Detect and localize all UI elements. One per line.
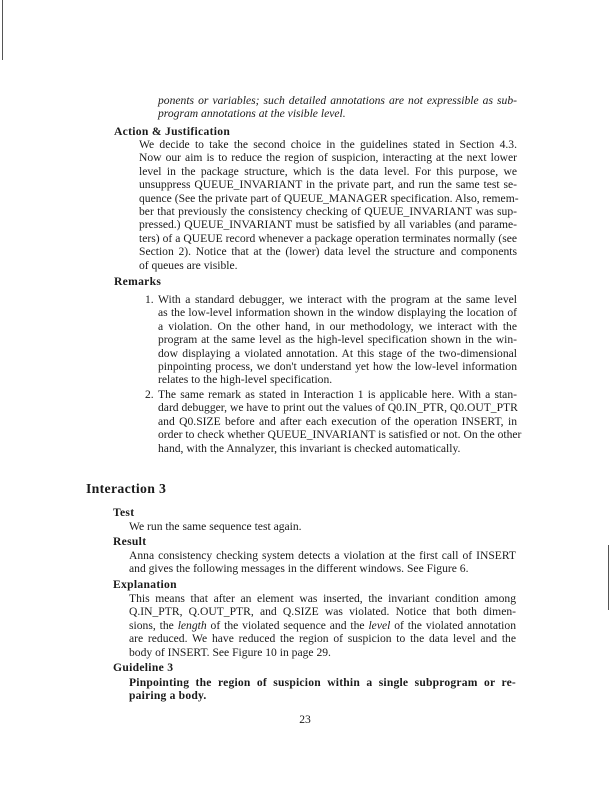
text-line: program annotations at the visible level. [158, 107, 346, 121]
text-line: relates to the high-level specification. [158, 373, 333, 387]
text-line: a violation. On the other hand, in our methodology, we interact with the [158, 319, 517, 333]
text-line: Pinpointing the region of suspicion within a single subprogram or re- [129, 676, 516, 689]
test-body [129, 520, 516, 533]
text-line: body of INSERT. See Figure 10 in page 29. [129, 645, 331, 659]
text-line: This means that after an element was inserted, the invariant condition among [129, 592, 516, 605]
remark-item-2 [145, 388, 522, 455]
intro-italic-text [158, 94, 517, 121]
list-number: 2. [145, 388, 154, 401]
text-line: unsuppress QUEUE_INVARIANT in the private part, and run the same test se- [139, 178, 517, 192]
text-line: hand, with the Annalyzer, this invariant is checked automatically. [158, 441, 461, 455]
text-line: program at the same level as the high-level specification shown in the win- [158, 333, 517, 347]
text-line: and gives the following messages in the different windows. See Figure 6. [129, 562, 469, 576]
text-line: We run the same sequence test again. [129, 520, 302, 533]
remarks-heading: Remarks [114, 275, 162, 288]
remark-item-1 [145, 293, 517, 387]
text-line: of queues are visible. [139, 258, 238, 272]
text-line: dard debugger, we have to print out the values of Q0.IN_PTR, Q0.OUT_PTR [158, 401, 518, 415]
text-line: With a standard debugger, we interact with the program at the same level [158, 293, 517, 306]
text-line: order to check whether QUEUE_INVARIANT is satisfied or not. On the other [158, 428, 522, 442]
list-number: 1. [145, 293, 154, 306]
guideline-body [129, 676, 516, 703]
text-line: We decide to take the second choice in the guidelines stated in Section 4.3. [139, 138, 517, 151]
action-heading: Action & Justification [114, 125, 231, 138]
emphasis-level: level [368, 618, 391, 632]
guideline-heading: Guideline 3 [113, 661, 174, 674]
text-line: pinpointing process, we don't understand yet how the low-level information [158, 359, 517, 373]
text-line: The same remark as stated in Interaction 1 is applicable here. With a stan- [158, 388, 517, 401]
text-line: dow displaying a violated annotation. At this stage of the two-dimensional [158, 346, 517, 360]
text-line [129, 619, 516, 632]
text-line: are reduced. We have reduced the region of suspicion to the data level and the [129, 632, 516, 646]
text-line: and Q0.SIZE before and after each execution of the operation INSERT, in [158, 414, 517, 428]
text-line: Section 2). Notice that at the (lower) data level the structure and components [139, 245, 517, 259]
scan-edge-left [2, 0, 3, 60]
text-line: ters) of a QUEUE record whenever a package operation terminates normally (see [139, 231, 517, 245]
explanation-heading: Explanation [113, 578, 177, 591]
text-segment: of the violated annotation [390, 618, 517, 632]
scan-edge-right [608, 545, 609, 610]
text-line: Q.IN_PTR, Q.OUT_PTR, and Q.SIZE was violated. Notice that both dimen- [129, 605, 516, 619]
test-heading: Test [113, 506, 135, 519]
text-line: pressed.) QUEUE_INVARIANT must be satisfied by all variables (and parame- [139, 218, 517, 232]
text-line: ber that previously the consistency checking of QUEUE_INVARIANT was sup- [139, 204, 517, 218]
text-line: quence (See the private part of QUEUE_MANAGER specification. Also, remem- [139, 191, 519, 205]
result-heading: Result [113, 535, 147, 548]
text-line: ponents or variables; such detailed annotations are not expressible as sub- [158, 94, 517, 107]
text-line: level in the package structure, which is the data level. For this purpose, we [139, 164, 517, 178]
emphasis-length: length [177, 618, 207, 632]
action-body [139, 138, 517, 272]
text-line: Anna consistency checking system detects a violation at the first call of INSERT [129, 549, 516, 562]
page-number: 23 [299, 713, 311, 726]
result-body [129, 549, 516, 576]
section-title: Interaction 3 [86, 481, 167, 496]
text-line: pairing a body. [129, 689, 207, 703]
text-line: as the low-level information shown in the window displaying the location of [158, 306, 517, 320]
text-segment: sions, the [129, 618, 178, 632]
text-segment: of the violated sequence and the [206, 618, 369, 632]
explanation-body [129, 592, 516, 659]
text-line: Now our aim is to reduce the region of suspicion, interacting at the next lower [139, 151, 517, 165]
